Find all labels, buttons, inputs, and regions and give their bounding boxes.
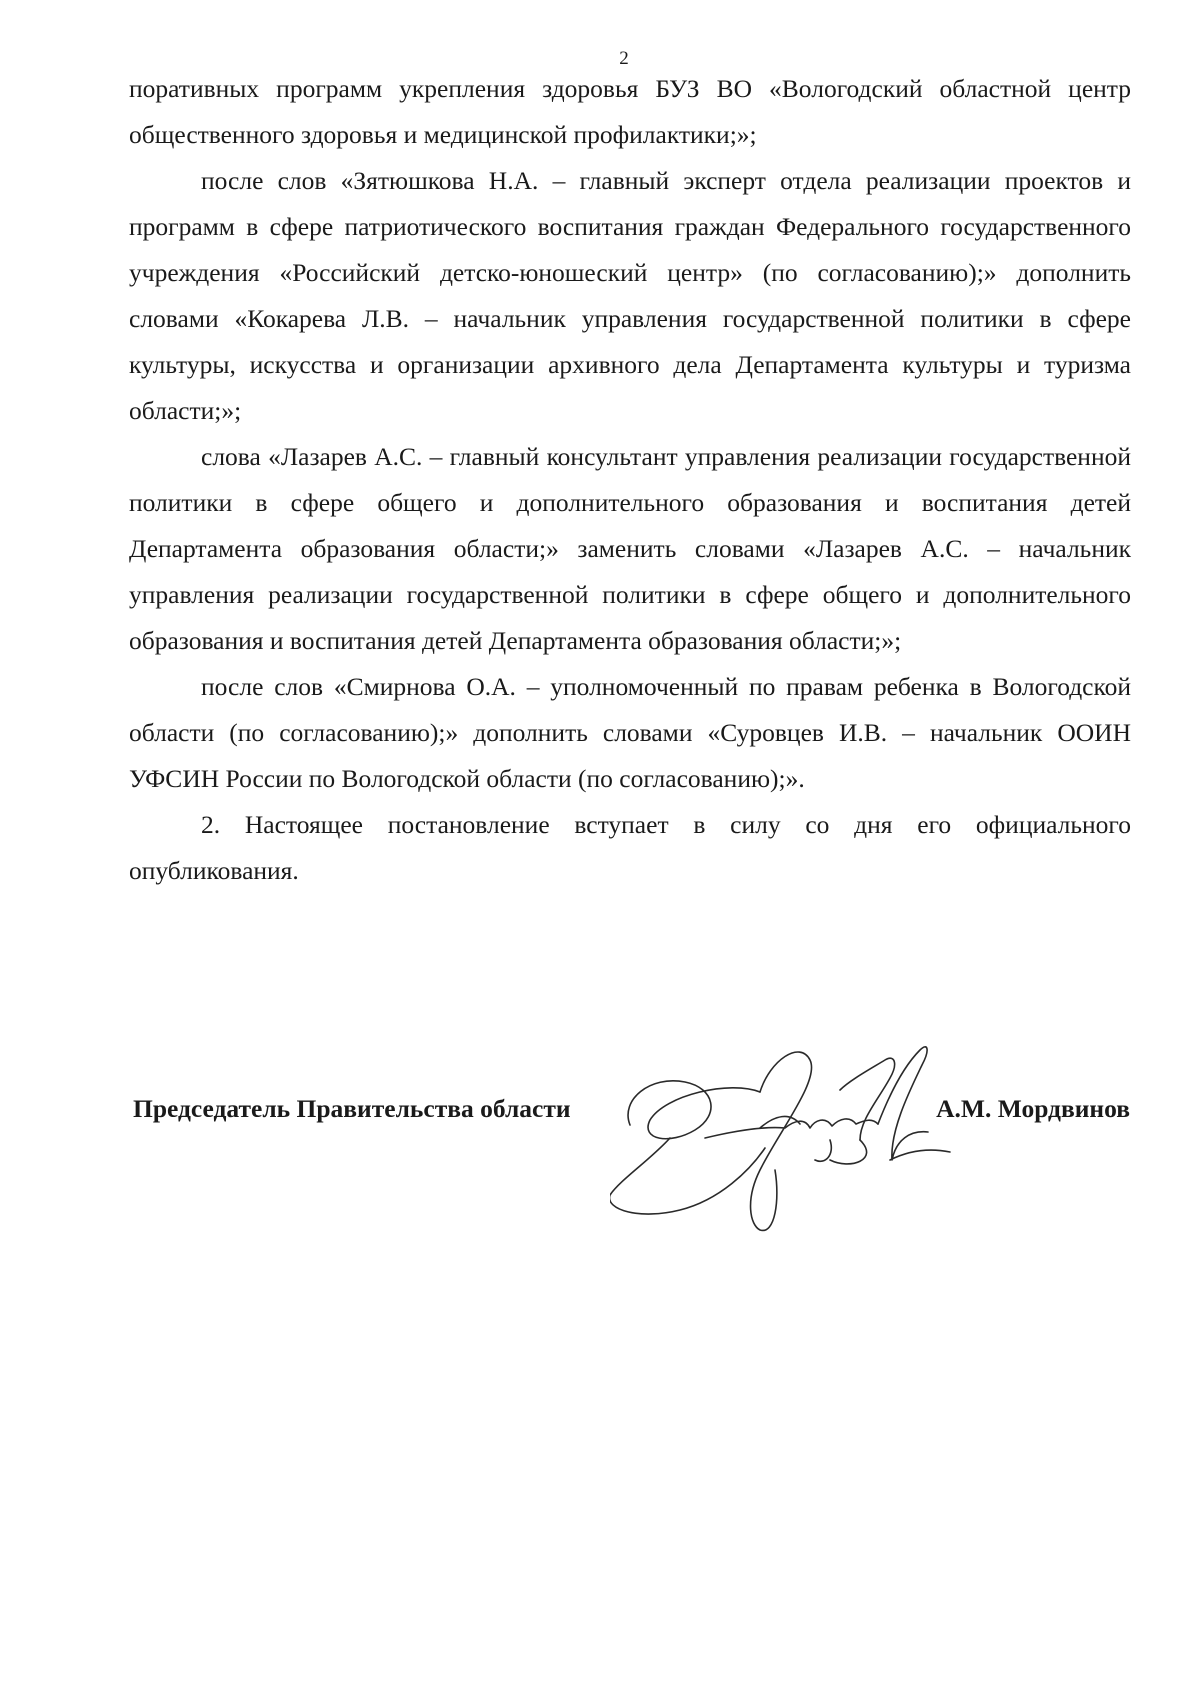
paragraph-amendment-surovtsev: после слов «Смирнова О.А. – уполномоченный по правам ребенка в Вологодской области (по согласованию);» дополнить словами «Суровцев И.В. – начальник ООИН УФСИН России по Вологодской области (по согласованию);». [129, 672, 1131, 793]
handwritten-signature [610, 1020, 970, 1260]
page-number: 2 [619, 48, 629, 69]
signer-title: Председатель Правительства области [133, 1094, 571, 1123]
signer-name: А.М. Мордвинов [936, 1094, 1130, 1123]
signature-block [0, 1080, 1200, 1210]
paragraph-continuation: поративных программ укрепления здоровья БУЗ ВО «Вологодский областной центр общественного здоровья и медицинской профилактики;»; [129, 74, 1131, 149]
document-body [129, 66, 1131, 894]
paragraph-amendment-kokareva: после слов «Зятюшкова Н.А. – главный эксперт отдела реализации проектов и программ в сфере патриотического воспитания граждан Федерального государственного учреждения «Российский детско-юношеский центр» (по согласованию);» дополнить словами «Кокарева Л.В. – начальник управления государственной политики в сфере культуры, искусства и организации архивного дела Департамента культуры и туризма области;»; [129, 166, 1131, 425]
paragraph-effective-date: 2. Настоящее постановление вступает в силу со дня его официального опубликования. [129, 810, 1131, 885]
paragraph-amendment-lazarev: слова «Лазарев А.С. – главный консультант управления реализации государственной политики в сфере общего и дополнительного образования и воспитания детей Департамента образования области;» заменить словами «Лазарев А.С. – начальник управления реализации государственной политики в сфере общего и дополнительного образования и воспитания детей Департамента образования области;»; [129, 442, 1131, 655]
